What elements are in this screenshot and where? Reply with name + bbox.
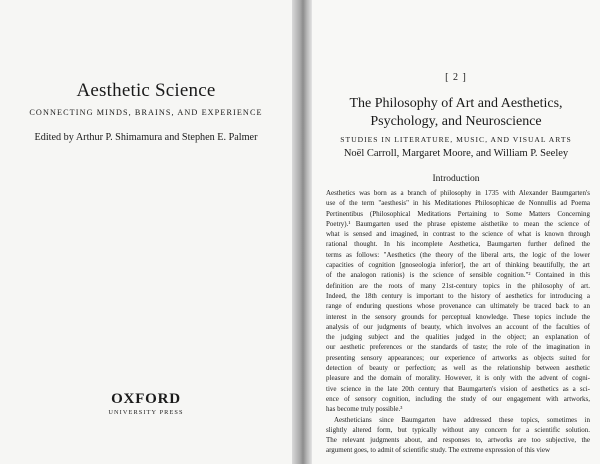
body-line: pleasure and the domain of morality. However, it is only with the advent of cogni- (326, 374, 590, 383)
left-page (0, 0, 292, 464)
body-line: Pertinentibus (Philosophical Meditations Pertaining to Some Matters Concerning (326, 209, 590, 218)
body-line: the judging subject and the qualities judged in the object; an explanation of (326, 333, 590, 342)
body-line: analysis of our judgments of beauty, which involves an account of the faculties of (326, 322, 590, 331)
publisher-subtitle: UNIVERSITY PRESS (108, 409, 184, 416)
body-line: of the analogon rationis) is the science of sensible cognition."² Contained in this (326, 271, 590, 280)
chapter-title-line-1: The Philosophy of Art and Aesthetics, (349, 96, 563, 111)
body-line: The relevant judgments about, and responses to, artworks are too subjective, the (326, 436, 590, 445)
body-text (326, 188, 590, 456)
body-line: Aestheticians since Baumgarten have addressed these topics, sometimes in (334, 415, 590, 424)
body-line: presenting sensory appearances; our experience of artworks as objects suited for (326, 353, 590, 362)
section-heading: Introduction (432, 174, 480, 184)
book-subtitle: CONNECTING MINDS, BRAINS, AND EXPERIENCE (29, 108, 263, 117)
body-line: ence of sensory cognition, including the study of our engagement with artworks, (326, 394, 590, 403)
body-line: range of enduring questions whose provenance can ultimately be traced back to an (326, 302, 590, 311)
body-line: capacities of cognition [gnoseologia inferior], the art of thinking beautifully, the art (326, 261, 590, 270)
chapter-title (312, 95, 600, 131)
body-line: our aesthetic preferences or the standards of taste; the role of the imagination in (326, 343, 590, 352)
book-editors: Edited by Arthur P. Shimamura and Stephen E. Palmer (34, 132, 258, 143)
body-line: definition are the roots of many 21st-century topics in the philosophy of art. (326, 281, 590, 290)
chapter-subtitle: STUDIES IN LITERATURE, MUSIC, AND VISUAL ARTS (340, 135, 572, 144)
body-line: slightly altered form, but typically without any concern for a scientific solution. (326, 425, 590, 434)
body-line: terms as follows: "Aesthetics (the theory of the liberal arts, the logic of the lower (326, 250, 590, 259)
body-line: Aesthetics was born as a branch of philosophy in 1735 with Alexander Baumgarten's (326, 189, 590, 197)
body-line: tive science in the late 20th century that Baumgarten's vision of aesthetics as a sci- (326, 384, 590, 393)
body-line: use of the term "aesthesis" in his Meditationes Philosophicae de Nonnullis ad Poema (326, 199, 590, 208)
book-title: Aesthetic Science (76, 80, 216, 101)
body-line: rational thought. In his incomplete Aesthetica, Baumgarten further defined the (326, 240, 590, 249)
body-line: Poetry).¹ Baumgarten used the phrase episteme aisthetike to mean the science of (326, 219, 590, 228)
body-line: what is sensed and imagined, in contrast to the science of what is known through (326, 230, 590, 239)
chapter-number: [ 2 ] (445, 72, 467, 83)
body-line: has become truly possible.³ (326, 405, 403, 414)
body-line: argument goes, to admit of scientific study. The extreme expression of this view (326, 446, 551, 455)
chapter-authors: Noël Carroll, Margaret Moore, and William P. Seeley (343, 148, 569, 159)
publisher-logo: OXFORD (111, 391, 181, 407)
book-gutter (292, 0, 312, 464)
chapter-title-line-2: Psychology, and Neuroscience (370, 114, 542, 129)
body-line: detection of beauty or perfection; as well as the relationship between aesthetic (326, 364, 590, 373)
right-page (312, 0, 600, 464)
body-line: interest in the sensory grounds for perceptual knowledge. These topics include the (326, 312, 590, 321)
body-line: Indeed, the 18th century is important to the history of aesthetics for introducing a (326, 291, 590, 300)
